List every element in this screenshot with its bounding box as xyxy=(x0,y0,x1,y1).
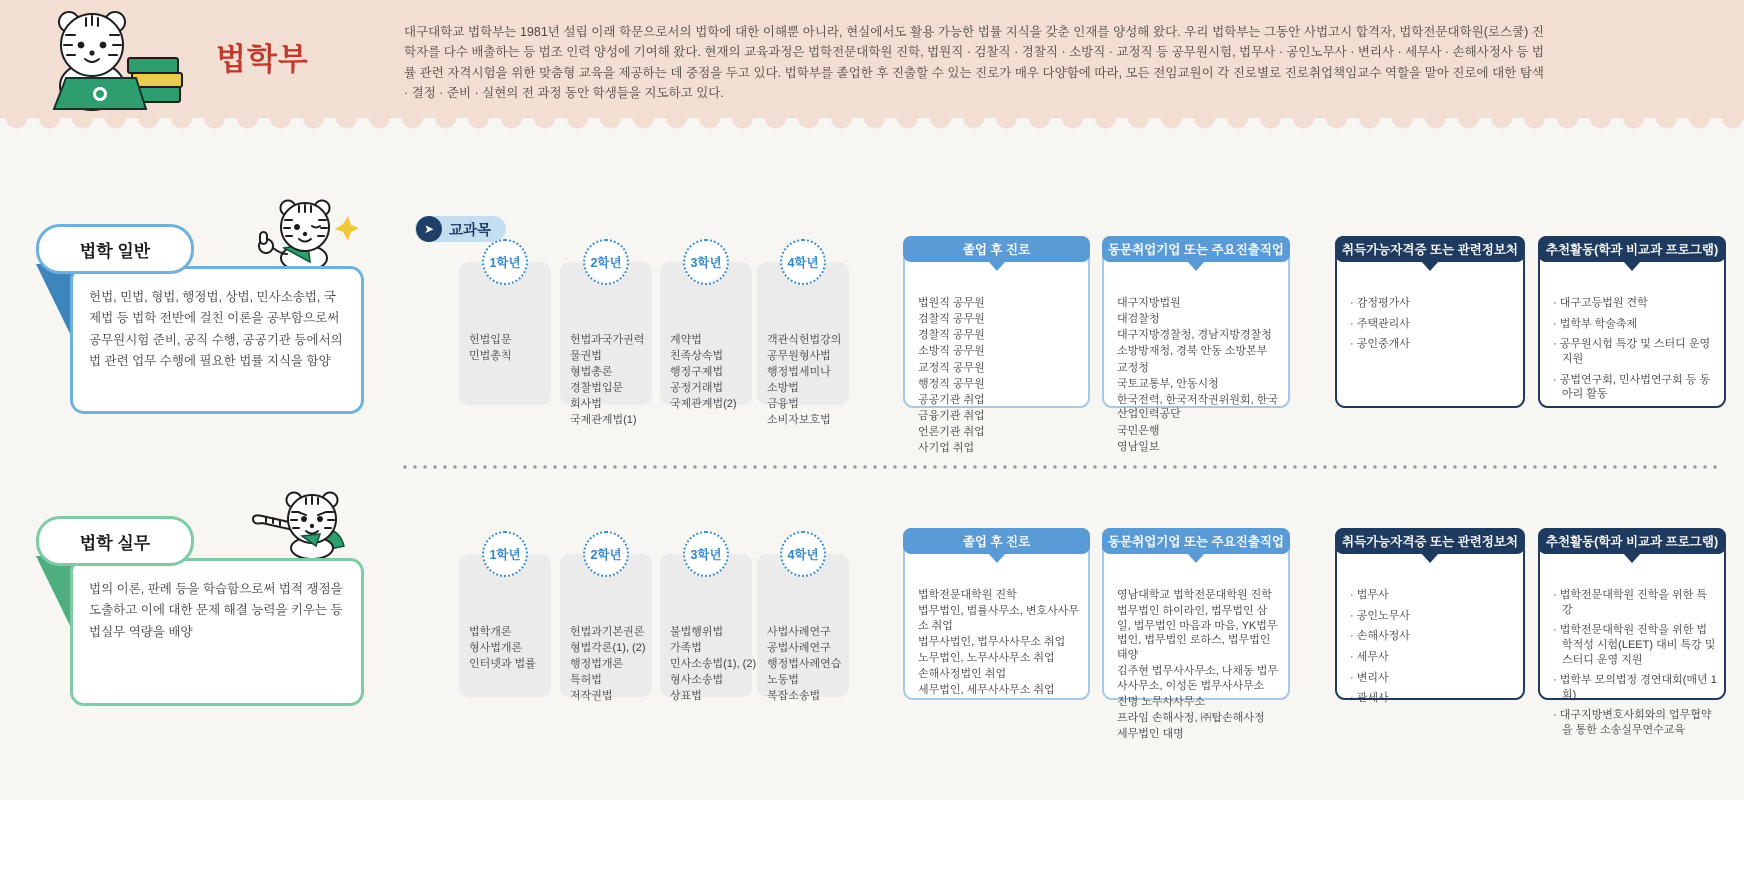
card-title: 동문취업기업 또는 주요진출직업 xyxy=(1102,528,1290,554)
info-card xyxy=(1335,528,1525,705)
scallop-edge xyxy=(0,118,1744,129)
card-pointer xyxy=(1421,261,1439,271)
card-item: 프라임 손해사정, ㈜탑손해사정 xyxy=(1117,712,1265,724)
card-item: 검찰직 공무원 xyxy=(918,313,985,326)
card-item: 교정직 공무원 xyxy=(918,361,985,374)
section-description: 헌법, 민법, 형법, 행정법, 상법, 민사소송법, 국제법 등 법학 전반에 걸친 이론을 공부함으로써 공무원시험 준비, 공직 수행, 공공기관 등에서의 법 관련 업무 수행에 필요한 법률 지식을 함양 xyxy=(70,266,364,414)
course-item: 헌법입문 xyxy=(469,334,512,346)
card-title: 동문취업기업 또는 주요진출직업 xyxy=(1102,236,1290,262)
year-badge: 2학년 xyxy=(583,531,629,577)
card-body xyxy=(903,248,1090,455)
card-item: 대구지방법원 xyxy=(1117,297,1181,309)
card-body xyxy=(1538,540,1726,736)
course-item: 소방법 xyxy=(767,382,799,394)
card-title: 취득가능자격증 또는 관련정보처 xyxy=(1335,236,1525,262)
course-item: 형사소송법 xyxy=(670,674,724,686)
arrow-icon: ➤ xyxy=(416,216,442,242)
section-title-bubble xyxy=(36,516,194,566)
course-item: 친족상속법 xyxy=(670,350,724,362)
card-title: 취득가능자격증 또는 관련정보처 xyxy=(1335,528,1525,554)
card-item-list xyxy=(918,588,1081,699)
course-item: 행정구제법 xyxy=(670,366,724,378)
section-description: 법의 이론, 판례 등을 학습함으로써 법적 쟁점을 도출하고 이에 대한 문제 해결 능력을 키우는 등 법실무 역량을 배양 xyxy=(70,558,364,706)
course-item: 금융법 xyxy=(767,398,799,410)
section-title: 법학 실무 xyxy=(79,533,151,553)
course-item: 민법총칙 xyxy=(469,350,512,362)
card-item: · 변리사 xyxy=(1350,671,1516,686)
card-item: 법원직 공무원 xyxy=(918,297,985,309)
card-item: 노무법인, 노무사사무소 취업 xyxy=(918,652,1055,664)
card-body xyxy=(1102,540,1290,741)
card-item-list xyxy=(1553,588,1717,744)
card-body xyxy=(1335,248,1525,408)
card-item: 손해사정법인 취업 xyxy=(918,668,1007,681)
card-item: · 법학전문대학원 진학을 위한 특강 xyxy=(1553,588,1717,617)
card-pointer xyxy=(1623,553,1641,563)
card-item: · 대구고등법원 견학 xyxy=(1553,296,1717,311)
card-item: 교정청 xyxy=(1117,361,1149,374)
card-item: 공공기관 취업 xyxy=(918,393,985,406)
card-item-list xyxy=(918,296,1081,457)
card-item-list xyxy=(1553,296,1717,408)
year-badge: 2학년 xyxy=(583,239,629,285)
tiger-mascot-logo-icon xyxy=(26,4,204,116)
info-card xyxy=(1335,236,1525,408)
card-title: 졸업 후 진로 xyxy=(903,528,1090,554)
card-item: 금융기관 취업 xyxy=(918,409,985,422)
card-item: 소방직 공무원 xyxy=(918,345,985,358)
course-item: 상표법 xyxy=(670,690,702,702)
dotted-divider xyxy=(400,465,1718,469)
course-item: 행정법사례연습 xyxy=(767,658,842,670)
year-badge: 1학년 xyxy=(482,531,528,577)
card-item: 세무법인 대명 xyxy=(1117,728,1184,741)
tiger-mascot-pointing-icon xyxy=(246,488,358,558)
info-card xyxy=(1102,236,1290,453)
card-item: 김주현 법무사사무소, 나채동 법무사사무소, 이성돈 법무사사무소 xyxy=(1117,665,1278,692)
card-item: · 법학부 학술축제 xyxy=(1553,317,1717,332)
course-item: 회사법 xyxy=(570,398,602,410)
course-item: 민사소송법(1), (2) xyxy=(670,658,757,670)
course-item: 소비자보호법 xyxy=(767,414,831,426)
card-item: 대구지방경찰청, 경남지방경찰청 xyxy=(1117,329,1272,342)
course-item: 가족법 xyxy=(670,642,702,654)
year-badge: 4학년 xyxy=(780,239,826,285)
course-item: 헌법과국가권력 xyxy=(570,334,645,346)
card-item-list xyxy=(1117,588,1281,743)
card-item: · 감정평가사 xyxy=(1350,296,1516,311)
course-item: 형법각론(1), (2) xyxy=(570,642,646,654)
card-item: 진명 노무사사무소 xyxy=(1117,695,1206,708)
info-card xyxy=(1538,236,1726,408)
course-item: 행정법개론 xyxy=(570,658,624,670)
info-card xyxy=(1538,528,1726,736)
card-item: 법무법인 하이라인, 법무법인 삼일, 법무법인 마음과 마음, YK법무법인, 법무법인 로하스, 법무법인 태양 xyxy=(1117,605,1278,661)
course-item: 경찰법입문 xyxy=(570,382,624,394)
card-item-list xyxy=(1117,296,1281,456)
card-item: · 법학부 모의법정 경연대회(매년 1회) xyxy=(1553,673,1717,702)
card-body xyxy=(1538,248,1726,408)
card-pointer xyxy=(988,261,1006,271)
course-item: 국제관계법(2) xyxy=(670,398,737,410)
card-item: · 공인중개사 xyxy=(1350,337,1516,352)
card-title: 졸업 후 진로 xyxy=(903,236,1090,262)
course-item: 법학개론 xyxy=(469,626,512,638)
card-item: 영남일보 xyxy=(1117,440,1160,453)
course-item: 특허법 xyxy=(570,674,602,686)
card-item: 언론기관 취업 xyxy=(918,426,985,438)
info-card xyxy=(1102,528,1290,741)
card-pointer xyxy=(1623,261,1641,271)
course-item: 불법행위법 xyxy=(670,626,724,638)
course-item: 인터넷과 법률 xyxy=(469,658,536,670)
course-item: 공법사례연구 xyxy=(767,642,831,654)
card-item-list xyxy=(1350,296,1516,358)
card-item: · 손해사정사 xyxy=(1350,629,1516,644)
tiger-mascot-thumbs-up-icon xyxy=(246,196,358,268)
card-item: 한국전력, 한국저작권위원회, 한국산업인력공단 xyxy=(1117,393,1278,421)
card-item: · 관세사 xyxy=(1350,691,1516,706)
course-item: 형사법개론 xyxy=(469,642,523,654)
course-item: 헌법과기본권론 xyxy=(570,626,645,638)
course-item: 물권법 xyxy=(570,350,602,362)
curriculum-badge xyxy=(415,216,506,242)
card-item: 경찰직 공무원 xyxy=(918,329,985,342)
course-item: 객관식헌법강의 xyxy=(767,334,842,346)
curriculum-badge-label: 교과목 xyxy=(449,222,492,239)
course-item: 저작권법 xyxy=(570,690,613,702)
card-item: · 공법연구회, 민사법연구회 등 동아리 활동 xyxy=(1553,373,1717,402)
info-card xyxy=(903,528,1090,700)
card-item: 법무법인, 법률사무소, 변호사사무소 취업 xyxy=(918,605,1079,632)
year-badge: 3학년 xyxy=(683,531,729,577)
department-title: 법학부 xyxy=(216,42,309,77)
card-body xyxy=(1335,540,1525,705)
card-item: · 주택관리사 xyxy=(1350,317,1516,332)
card-item: · 법학전문대학원 진학을 위한 법학적성 시험(LEET) 대비 특강 및 스터디 운영 지원 xyxy=(1553,623,1717,667)
card-item: 법무사법인, 법무사사무소 취업 xyxy=(918,635,1066,648)
card-item: 사기업 취업 xyxy=(918,442,975,455)
card-item-list xyxy=(1350,588,1516,712)
course-item: 공무원형사법 xyxy=(767,350,831,362)
year-badge: 1학년 xyxy=(482,239,528,285)
card-item: 세무법인, 세무사사무소 취업 xyxy=(918,684,1055,697)
card-item: 영남대학교 법학전문대학원 진학 xyxy=(1117,589,1272,601)
card-item: 행정직 공무원 xyxy=(918,377,985,390)
course-item: 형법총론 xyxy=(570,366,613,378)
card-pointer xyxy=(1187,261,1205,271)
section-law-practice xyxy=(0,492,1744,768)
card-title: 추천활동(학과 비교과 프로그램) xyxy=(1538,236,1726,262)
course-item: 노동법 xyxy=(767,674,799,686)
department-intro-text: 대구대학교 법학부는 1981년 설립 이래 학문으로서의 법학에 대한 이해뿐 아니라, 현실에서도 활용 가능한 법률 지식을 갖춘 인재를 양성해 왔다. 우리 법학부는 그동안 사법고시 합격자, 법학전문대학원(로스쿨) 진학자를 다수 배출하는 등 법조 인력 양성에 기여해 왔다. 현재의 교육과정은 법학전문대학원 진학, 법원직 · 검찰직 · 경찰직 · 소방직 · 교정직 등 공무원시험, 법무사 · 공인노무사 · 변리사 · 세무사 · 손해사정사 등 법률 관련 자격시험을 위한 맞춤형 교육을 제공하는 데 중점을 두고 있다. 법학부를 졸업한 후 진출할 수 있는 진로가 매우 다양함에 따라, 모든 전임교원이 각 진로별로 진로취업책임교수 역할을 맡아 진로에 대한 탐색 · 결정 · 준비 · 실현의 전 과정 동안 학생들을 지도하고 있다. xyxy=(404,25,1544,101)
card-body xyxy=(1102,248,1290,453)
course-item: 국제관계법(1) xyxy=(570,414,637,426)
card-title: 추천활동(학과 비교과 프로그램) xyxy=(1538,528,1726,554)
card-item: · 공무원시험 특강 및 스터디 운영 지원 xyxy=(1553,337,1717,366)
year-badge: 4학년 xyxy=(780,531,826,577)
card-pointer xyxy=(1421,553,1439,563)
course-item: 복잡소송법 xyxy=(767,690,821,702)
card-item: · 세무사 xyxy=(1350,650,1516,665)
course-item: 사법사례연구 xyxy=(767,626,831,638)
card-body xyxy=(903,540,1090,700)
card-item: 법학전문대학원 진학 xyxy=(918,589,1017,601)
year-badge: 3학년 xyxy=(683,239,729,285)
card-item: 국민은행 xyxy=(1117,424,1160,437)
card-pointer xyxy=(988,553,1006,563)
card-item: 소방방재청, 경북 안동 소방본부 xyxy=(1117,345,1268,358)
card-item: · 대구지방변호사회와의 업무협약을 통한 소송실무연수교육 xyxy=(1553,708,1717,737)
course-item: 행정법세미나 xyxy=(767,366,831,378)
card-item: 대검찰청 xyxy=(1117,313,1160,326)
card-item: · 공인노무사 xyxy=(1350,609,1516,624)
card-pointer xyxy=(1187,553,1205,563)
course-item: 공정거래법 xyxy=(670,382,724,394)
card-item: 국토교통부, 안동시청 xyxy=(1117,377,1219,390)
section-title-bubble xyxy=(36,224,194,274)
section-title: 법학 일반 xyxy=(79,241,151,261)
section-law-general xyxy=(0,200,1744,476)
card-item: · 법무사 xyxy=(1350,588,1516,603)
course-item: 계약법 xyxy=(670,334,702,346)
info-card xyxy=(903,236,1090,455)
